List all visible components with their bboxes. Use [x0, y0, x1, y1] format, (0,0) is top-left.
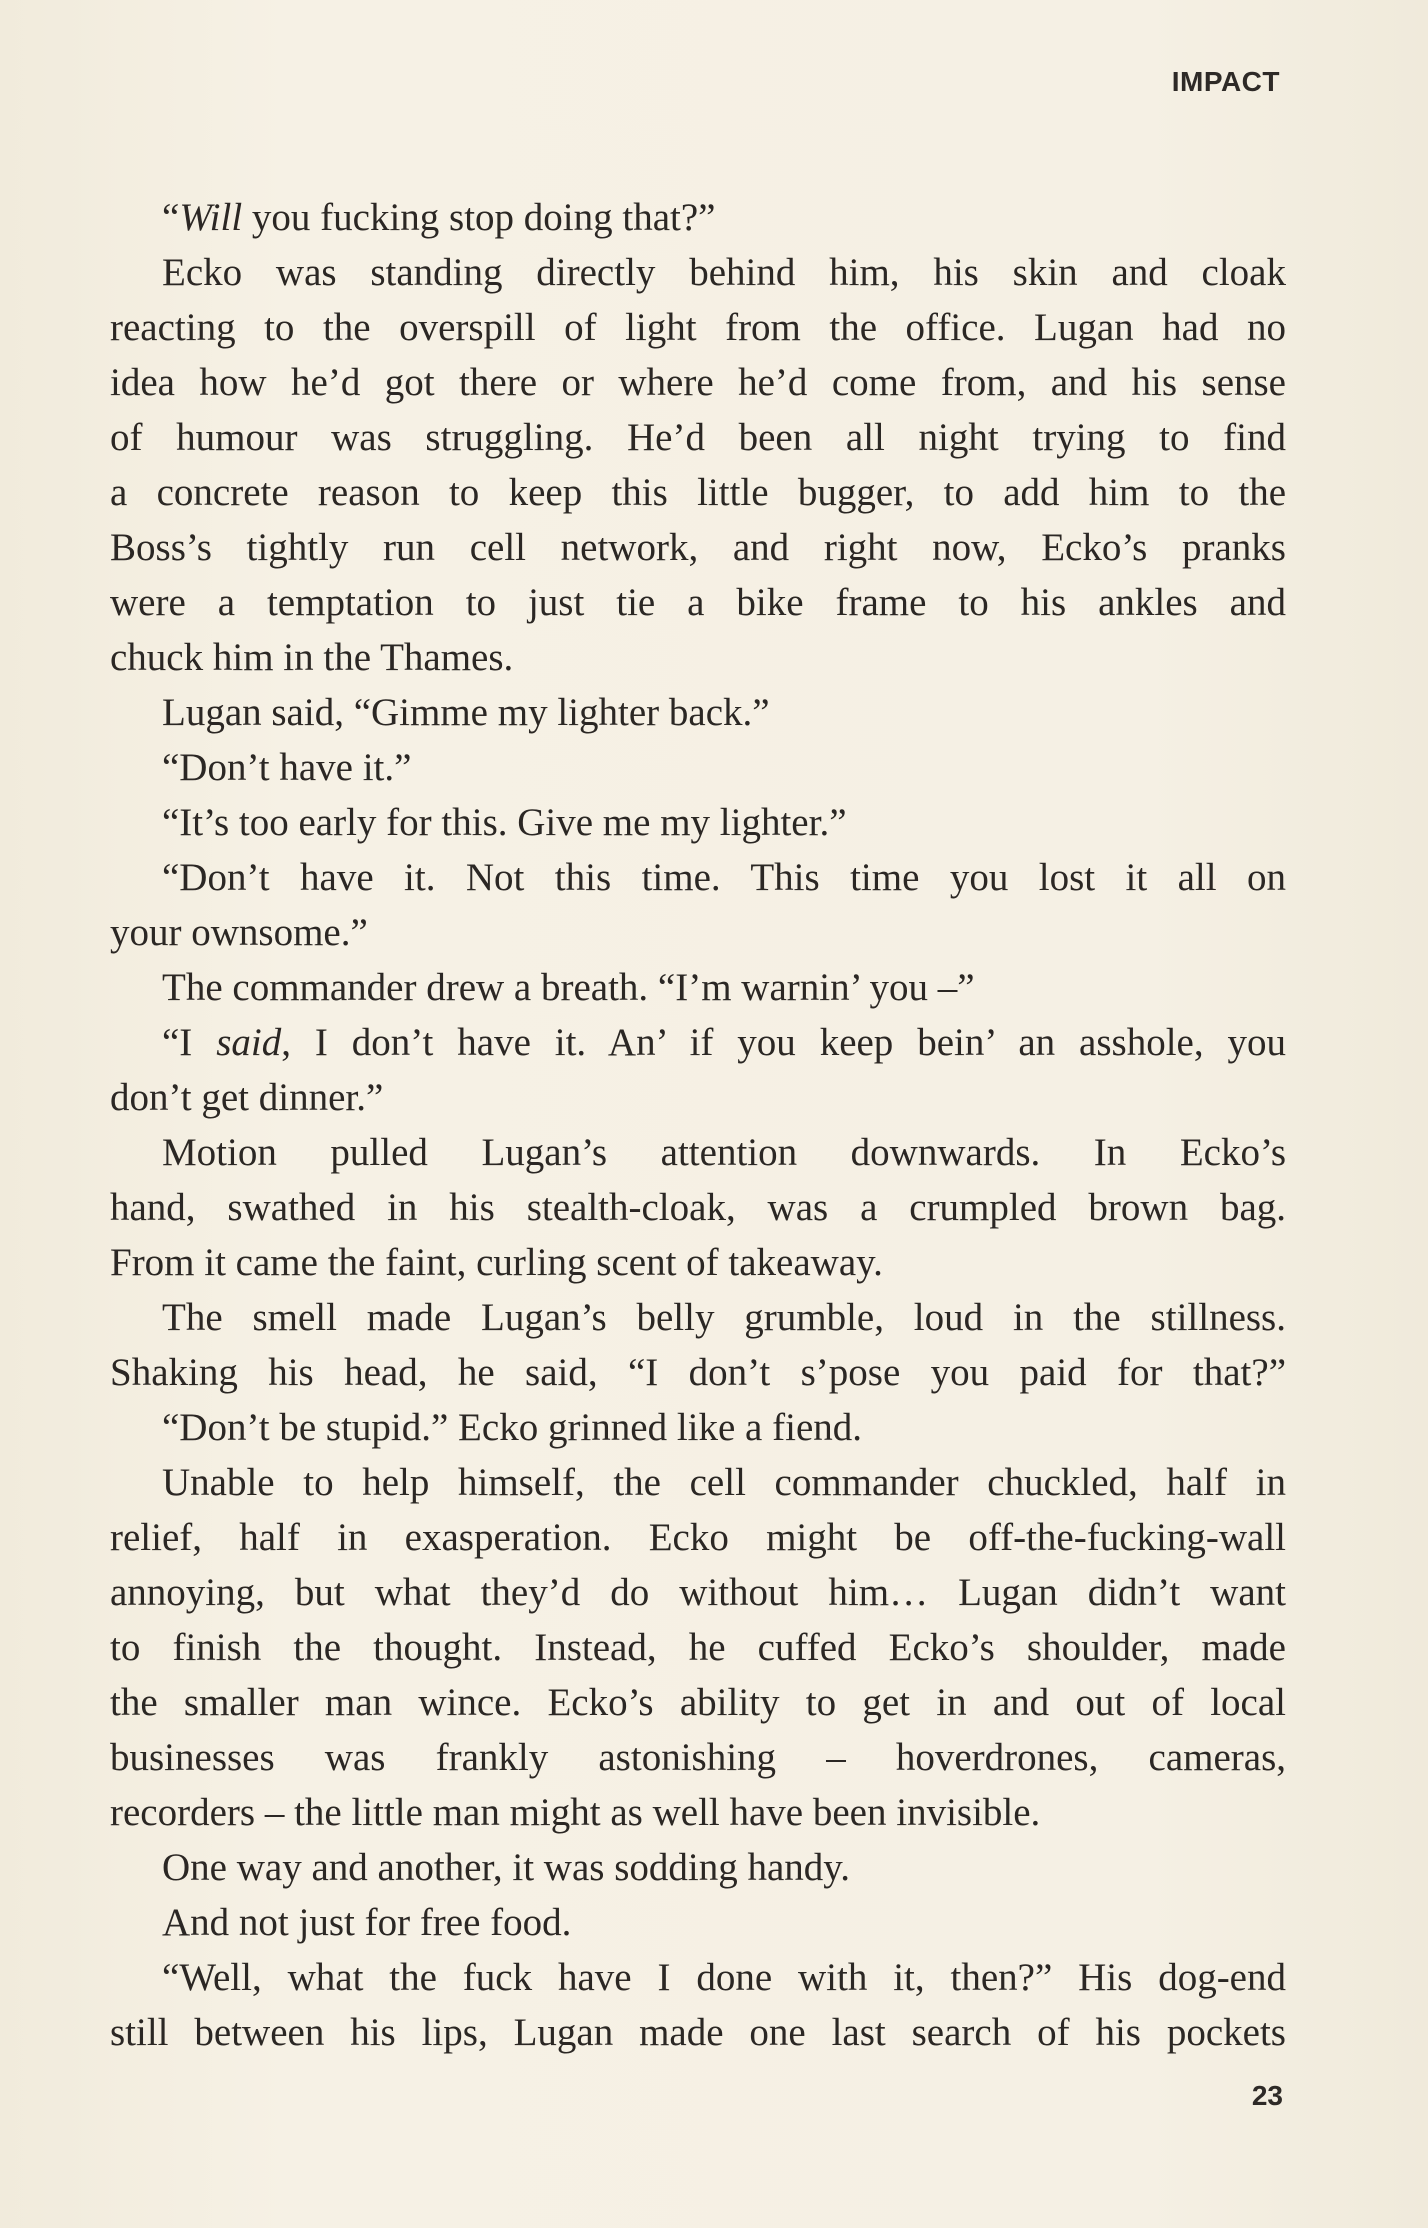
text-run: The commander drew a breath. “I’m warnin’ you –”: [162, 966, 975, 1009]
text-run: your ownsome.”: [110, 911, 368, 954]
text-run: Motion pulled Lugan’s attention downwards. In Ecko’s: [162, 1131, 1286, 1174]
text-line: [110, 1510, 1286, 1565]
text-run: recorders – the little man might as well have been invisible.: [110, 1791, 1041, 1834]
text-line: [110, 1125, 1286, 1180]
text-run: hand, swathed in his stealth-cloak, was a crumpled brown bag.: [110, 1186, 1286, 1229]
text-line: [110, 1015, 1286, 1070]
text-run: And not just for free food.: [162, 1901, 572, 1944]
text-run: Shaking his head, he said, “I don’t s’pose you paid for that?”: [110, 1351, 1286, 1394]
text-run: you fucking stop doing that?”: [242, 196, 716, 239]
body-text: [110, 190, 1286, 2060]
text-line: [110, 1840, 1286, 1895]
text-line: [110, 795, 1286, 850]
text-line: [110, 410, 1286, 465]
text-run: “It’s too early for this. Give me my lighter.”: [162, 801, 847, 844]
text-run: annoying, but what they’d do without him… Lugan didn’t want: [110, 1571, 1286, 1614]
italic-run: said: [216, 1021, 282, 1064]
text-run: “Don’t have it.”: [162, 746, 412, 789]
text-line: [110, 1070, 1286, 1125]
text-run: of humour was struggling. He’d been all night trying to find: [110, 416, 1286, 459]
text-run: reacting to the overspill of light from the office. Lugan had no: [110, 306, 1286, 349]
text-line: [110, 1345, 1286, 1400]
text-line: [110, 685, 1286, 740]
text-line: [110, 630, 1286, 685]
text-line: [110, 190, 1286, 245]
text-line: [110, 575, 1286, 630]
page-number: 23: [1251, 2080, 1283, 2111]
text-line: [110, 905, 1286, 960]
text-run: the smaller man wince. Ecko’s ability to get in and out of local: [110, 1681, 1286, 1724]
text-run: relief, half in exasperation. Ecko might be off-the-fucking-wall: [110, 1516, 1286, 1559]
text-line: [110, 740, 1286, 795]
text-run: Unable to help himself, the cell commander chuckled, half in: [162, 1461, 1286, 1504]
text-line: [110, 960, 1286, 1015]
text-line: [110, 1180, 1286, 1235]
text-run: idea how he’d got there or where he’d come from, and his sense: [110, 361, 1286, 404]
text-line: [110, 1950, 1286, 2005]
text-run: “Don’t have it. Not this time. This time you lost it all on: [162, 856, 1286, 899]
text-run: Lugan said, “Gimme my lighter back.”: [162, 691, 770, 734]
text-line: [110, 1565, 1286, 1620]
text-line: [110, 1730, 1286, 1785]
text-line: [110, 355, 1286, 410]
text-run: From it came the faint, curling scent of takeaway.: [110, 1241, 883, 1284]
text-line: [110, 1785, 1286, 1840]
text-run: The smell made Lugan’s belly grumble, loud in the stillness.: [162, 1296, 1286, 1339]
text-line: [110, 1290, 1286, 1345]
text-line: [110, 1235, 1286, 1290]
text-line: [110, 1895, 1286, 1950]
text-run: to finish the thought. Instead, he cuffed Ecko’s shoulder, made: [110, 1626, 1286, 1669]
text-line: [110, 1400, 1286, 1455]
text-run: “: [162, 196, 180, 239]
text-run: a concrete reason to keep this little bugger, to add him to the: [110, 471, 1286, 514]
text-run: “Well, what the fuck have I done with it, then?” His dog-end: [162, 1956, 1286, 1999]
text-run: businesses was frankly astonishing – hoverdrones, cameras,: [110, 1736, 1286, 1779]
text-run: chuck him in the Thames.: [110, 636, 514, 679]
text-run: One way and another, it was sodding handy.: [162, 1846, 851, 1889]
text-run: , I don’t have it. An’ if you keep bein’ an asshole, you: [281, 1021, 1286, 1064]
text-line: [110, 2005, 1286, 2060]
text-line: [110, 465, 1286, 520]
text-run: “I: [162, 1021, 217, 1064]
text-run: “Don’t be stupid.” Ecko grinned like a fiend.: [162, 1406, 863, 1449]
text-line: [110, 520, 1286, 575]
text-line: [110, 245, 1286, 300]
text-line: [110, 1675, 1286, 1730]
running-head: IMPACT: [1171, 66, 1280, 97]
text-line: [110, 1455, 1286, 1510]
text-run: Boss’s tightly run cell network, and right now, Ecko’s pranks: [110, 526, 1286, 569]
text-run: still between his lips, Lugan made one last search of his pockets: [110, 2011, 1286, 2054]
text-line: [110, 300, 1286, 355]
text-run: were a temptation to just tie a bike frame to his ankles and: [110, 581, 1286, 624]
italic-run: Will: [179, 196, 243, 239]
text-line: [110, 850, 1286, 905]
text-run: Ecko was standing directly behind him, his skin and cloak: [162, 251, 1286, 294]
text-line: [110, 1620, 1286, 1675]
text-run: don’t get dinner.”: [110, 1076, 384, 1119]
